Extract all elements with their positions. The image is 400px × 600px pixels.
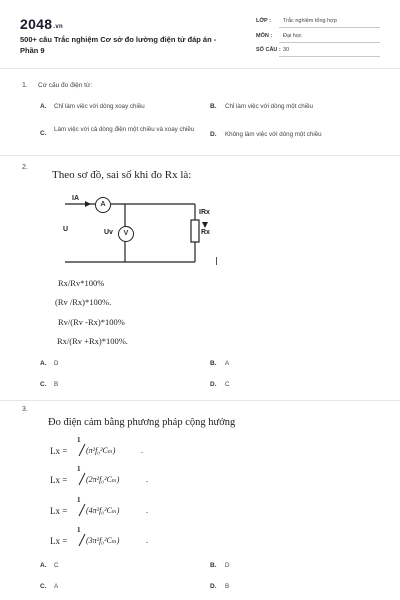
page-title: 500+ câu Trắc nghiệm Cơ sở đo lường điện tử đáp án - Phần 9 (20, 35, 217, 55)
formula-period: . (146, 536, 148, 545)
option-text: Chỉ làm việc với dòng xoay chiều (54, 103, 145, 110)
option-text: B (54, 381, 59, 388)
meta-underline (279, 27, 380, 28)
ammeter-symbol: A (95, 197, 111, 213)
option-letter: B. (210, 562, 217, 569)
option-text: A (54, 583, 59, 590)
fraction-slash-icon (78, 472, 86, 486)
question-stem: Đo điện cảm bằng phương pháp cộng hưởng (48, 417, 236, 428)
formula-denominator: (3π²f₀²Cₘ) (86, 536, 120, 545)
option-text: D (225, 562, 230, 569)
meta-underline (279, 56, 380, 57)
label-uv: Uv (104, 229, 113, 236)
label-u: U (63, 226, 69, 233)
formula-denominator: (2π²f₀²Cₘ) (86, 475, 120, 484)
formula-denominator: (π²f₀²Cₘ) (86, 446, 116, 455)
meta-underline (279, 42, 380, 43)
option-letter: B. (210, 360, 217, 367)
formula-numerator: 1 (77, 526, 81, 534)
formula-numerator: 1 (77, 436, 81, 444)
meta-value-class: Trắc nghiệm tổng hợp (283, 18, 337, 24)
option-letter: D. (210, 583, 217, 590)
answer-expression: Rv/(Rv -Rx)*100% (58, 317, 125, 327)
meta-label-count: SỐ CÂU : (256, 47, 281, 53)
formula-period: . (146, 475, 148, 484)
formula-numerator: 1 (77, 465, 81, 473)
formula-lhs: Lx = (50, 506, 68, 516)
option-letter: C. (40, 381, 47, 388)
option-letter: B. (210, 103, 217, 110)
answer-expression: Rx/(Rv +Rx)*100%. (57, 336, 128, 346)
formula (50, 526, 180, 548)
option-letter: A. (40, 103, 47, 110)
question-number: 2. (22, 164, 28, 171)
tick-mark (216, 257, 217, 265)
option-text: Không làm việc với dòng một chiều (225, 131, 322, 138)
option-letter: C. (40, 583, 47, 590)
option-letter: D. (210, 381, 217, 388)
fraction-slash-icon (78, 443, 86, 457)
label-irx: IRx (199, 209, 210, 216)
option-text: D (54, 360, 59, 367)
current-arrow-icon (85, 201, 91, 207)
meta-value-count: 30 (283, 47, 290, 53)
formula-lhs: Lx = (50, 446, 68, 456)
question-stem: Cơ cấu đo điện từ: (38, 82, 93, 89)
question-divider (0, 400, 400, 401)
formula-numerator: 1 (77, 496, 81, 504)
option-letter: D. (210, 131, 217, 138)
option-text: B (225, 583, 230, 590)
option-text: Làm việc với cả dòng điện một chiều và xoay chiều (54, 126, 195, 133)
option-letter: A. (40, 360, 47, 367)
answer-expression: Rx/Rv*100% (58, 278, 105, 288)
voltmeter-symbol: V (118, 226, 134, 242)
label-rx: Rx (201, 229, 210, 236)
question-stem: Theo sơ đồ, sai số khi đo Rx là: (52, 169, 192, 181)
formula (50, 496, 180, 518)
current-arrow-icon (202, 222, 208, 228)
header-divider (0, 68, 400, 69)
logo-text: 2048 (20, 16, 53, 32)
formula-period: . (141, 446, 143, 455)
label-ia: IA (72, 195, 79, 202)
option-text: C (54, 562, 59, 569)
option-text: Chỉ làm việc với dòng một chiều (225, 103, 313, 110)
logo-suffix: .vn (53, 24, 63, 30)
question-divider (0, 155, 400, 156)
option-letter: A. (40, 562, 47, 569)
option-text: A (225, 360, 230, 367)
formula-period: . (146, 506, 148, 515)
site-logo[interactable] (20, 16, 63, 32)
formula-lhs: Lx = (50, 475, 68, 485)
formula-denominator: (4π²f₀²Cₘ) (86, 506, 120, 515)
formula (50, 465, 180, 487)
formula-lhs: Lx = (50, 536, 68, 546)
meta-label-subject: MÔN : (256, 33, 273, 39)
meta-value-subject: Đại học (283, 33, 302, 39)
option-letter: C. (40, 130, 47, 137)
option-text: C (225, 381, 230, 388)
answer-expression: (Rv /Rx)*100%. (55, 297, 112, 307)
question-number: 1. (22, 82, 28, 89)
meta-label-class: LỚP : (256, 18, 271, 24)
fraction-slash-icon (78, 533, 86, 547)
question-number: 3. (22, 406, 28, 413)
formula (50, 436, 180, 458)
fraction-slash-icon (78, 503, 86, 517)
